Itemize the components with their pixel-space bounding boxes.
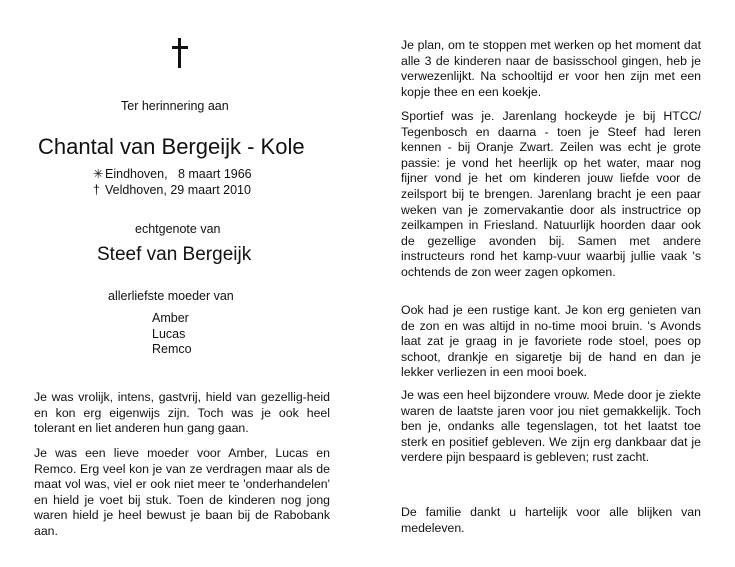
in-memory-label: Ter herinnering aan <box>121 99 229 113</box>
right-paragraph-1: Je plan, om te stoppen met werken op het moment dat alle 3 de kinderen naar de basisschool gingen, heb je verwezenlijkt. Na schooltijd er voor hen zijn met een kopje thee en een koekje. <box>401 38 701 99</box>
children-list <box>152 311 192 358</box>
death-cross-icon: † <box>93 183 100 197</box>
life-dates <box>93 166 252 198</box>
spouse-name: Steef van Bergeijk <box>97 244 252 265</box>
left-paragraph-2: Je was een lieve moeder voor Amber, Lucas en Remco. Erg veel kon je van ze verdragen maar als de maat vol was, viel er ook niet meer te 'onderhandelen' en hield je voet bij stuk. Toen de kinderen nog jong waren hield je heel bewust je baan bij de Rabobank aan. <box>34 446 330 538</box>
deceased-name: Chantal van Bergeijk - Kole <box>38 134 305 159</box>
left-paragraph-1: Je was vrolijk, intens, gastvrij, hield van gezellig-heid en kon erg eigenwijs zijn. Toch was je ook heel tolerant en liet anderen hun gang gaan. <box>34 390 330 436</box>
child-name: Amber <box>152 311 189 325</box>
spouse-label: echtgenote van <box>135 222 221 236</box>
death-text: Veldhoven, 29 maart 2010 <box>105 183 251 197</box>
right-paragraph-2: Sportief was je. Jarenlang hockeyde je bij HTCC/ Tegenbosch en daarna - toen je Steef had leren kennen - bij Oranje Zwart. Zeilen was echt je grote passie: je vond het heerlijk op het water, maar nog fijner vond je het om kinderen jouw liefde voor de zeilsport bij te brengen. Jarenlang bracht je een paar weken van je zomervakantie door als instructrice op zeilkampen in Friesland. Natuurlijk hoorden daar ook de gezellige avonden bij. Samen met andere instructeurs rond het kamp-vuur waarbij jullie vaak 's ochtends de zon weer zagen opkomen. <box>401 109 701 279</box>
right-paragraph-4: Je was een heel bijzondere vrouw. Mede door je ziekte waren de laatste jaren voor jou niet gemakkelijk. Toch ben je, ondanks alle tegenslagen, tot het laatst toe sterk en positief gebleven. We zijn erg dankbaar dat je verdere pijn bespaard is gebleven; rust zacht. <box>401 388 701 465</box>
right-paragraph-3: Ook had je een rustige kant. Je kon erg genieten van de zon en was altijd in no-time mooi bruin. 's Avonds laat zat je graag in je favoriete rode stoel, poes op schoot, drankje en sigaretje bij de hand en dan je lekker verliezen in een mooi boek. <box>401 303 701 380</box>
birth-text: Eindhoven, 8 maart 1966 <box>105 167 252 181</box>
child-name: Lucas <box>152 326 186 341</box>
cross-icon <box>172 38 188 68</box>
birth-row <box>93 166 252 182</box>
death-row <box>93 182 252 198</box>
child-name: Remco <box>152 342 192 356</box>
right-paragraph-5: De familie dankt u hartelijk voor alle blijken van medeleven. <box>401 505 701 535</box>
birth-star-icon: ✳ <box>93 167 104 181</box>
mother-label: allerliefste moeder van <box>108 289 234 303</box>
